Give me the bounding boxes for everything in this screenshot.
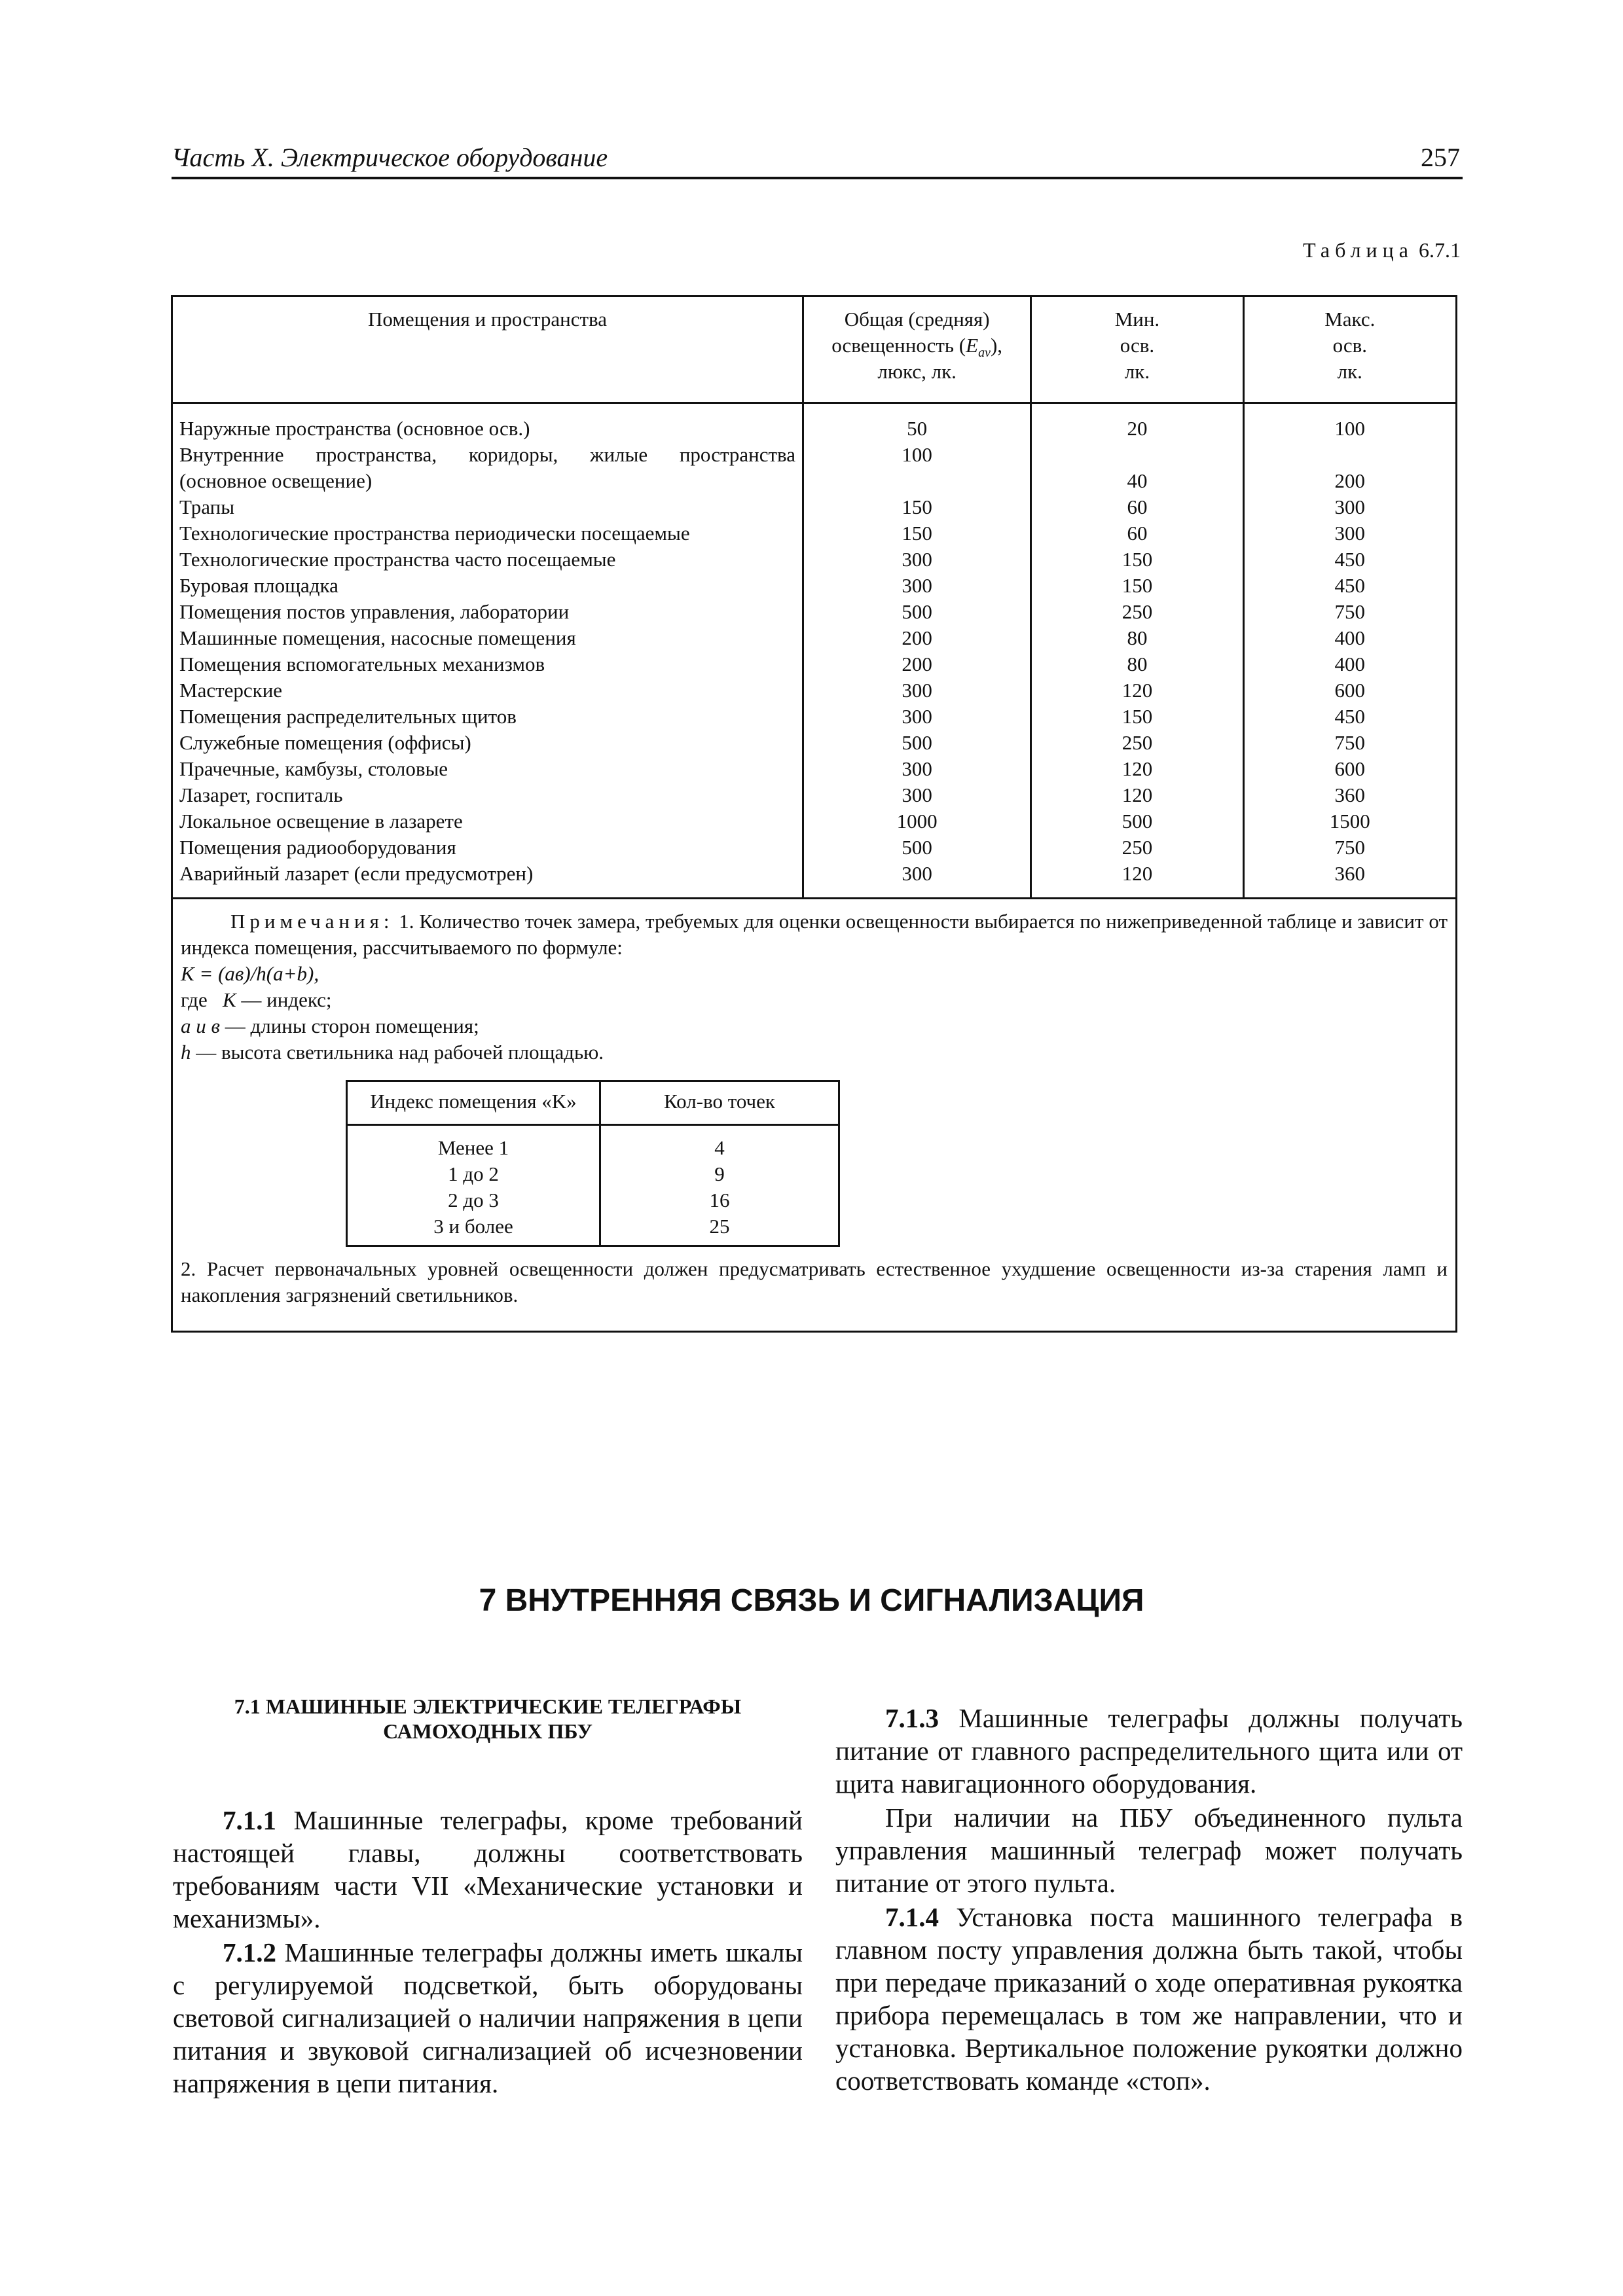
space-name: Мастерские [179, 679, 283, 702]
paragraph-7-1-3-continued: При наличии на ПБУ объединенного пульта управления машинный телеграф может получать питание от этого пульта. [835, 1803, 1463, 1898]
space-name: Локальное освещение в лазарете [179, 810, 463, 833]
min-column: 20 40 60 60 150 150 250 80 80 120 150 250 120 120 500 250 120 [1031, 403, 1243, 899]
max-column: 100 200 300 300 450 450 750 400 400 600 450 750 600 360 1500 750 360 [1243, 403, 1456, 899]
space-name: Наружные пространства (основное осв.) [179, 417, 530, 440]
section-heading: 7.1 МАШИННЫЕ ЭЛЕКТРИЧЕСКИЕ ТЕЛЕГРАФЫ САМОХОДНЫХ ПБУ [234, 1695, 742, 1743]
average-column: 50 100 150 150 300 300 500 200 200 300 300 500 300 300 1000 500 300 [803, 403, 1031, 899]
paragraph-7-1-2: 7.1.2 Машинные телеграфы должны иметь шкалы с регулируемой подсветкой, быть оборудованы световой сигнализацией о наличии напряжения в цепи питания и звуковой сигнализацией об исчезновении напряжения в цепи питания. [173, 1937, 803, 2098]
header-spaces: Помещения и пространства [172, 296, 803, 403]
space-name: Служебные помещения (оффисы) [179, 731, 471, 754]
table-caption-number: 6.7.1 [1419, 238, 1461, 262]
header-min: Мин. осв. лк. [1031, 296, 1243, 403]
page-number: 257 [1421, 143, 1460, 172]
left-column [173, 1694, 803, 2100]
space-name: Помещения вспомогательных механизмов [179, 653, 545, 675]
space-name: (основное освещение) [179, 469, 373, 492]
formula: K = (ав)/h(a+b), [181, 962, 319, 985]
index-header: Индекс помещения «K» [347, 1081, 600, 1125]
page-header [172, 143, 1463, 179]
running-title: Часть X. Электрическое оборудование [172, 143, 608, 172]
index-values: Менее 1 1 до 2 2 до 3 3 и более [347, 1125, 600, 1246]
table-caption [1303, 238, 1461, 262]
table-body-row [172, 403, 1457, 899]
table-notes [172, 899, 1457, 1332]
paragraph-7-1-3: 7.1.3 Машинные телеграфы должны получать питание от главного распределительного щита или от щита навигационного оборудования. [835, 1703, 1463, 1799]
space-name: Трапы [179, 495, 235, 518]
index-table-body [347, 1125, 839, 1246]
table-caption-label: Таблица [1303, 238, 1413, 262]
space-name: Машинные помещения, насосные помещения [179, 626, 576, 649]
space-name: Прачечные, камбузы, столовые [179, 757, 448, 780]
paragraph-7-1-4: 7.1.4 Установка поста машинного телеграфа в главном посту управления должна быть такой, чтобы при передаче приказаний о ходе оперативная рукоятка прибора перемещалась в том же направлении, что и установка. Вертикальное положение рукоятки должно соответствовать команде «стоп». [835, 1902, 1463, 2096]
space-name: Внутренние пространства, коридоры, жилые пространства [179, 443, 796, 466]
notes-block [181, 908, 1448, 1308]
paragraph-7-1-1: 7.1.1 Машинные телеграфы, кроме требований настоящей главы, должны соответствовать требованиям части VII «Механические установки и механизмы». [173, 1805, 803, 1933]
space-name: Помещения радиооборудования [179, 836, 456, 859]
header-average: Общая (средняя) освещенность $(E_{av})$, люкс, лк. [803, 296, 1031, 403]
space-name: Технологические пространства часто посещаемые [179, 548, 616, 571]
where-ab: а и в — длины сторон помещения; [181, 1014, 479, 1037]
note-2: 2. Расчет первоначальных уровней освещенности должен предусматривать естественное ухудшение освещенности из-за старения ламп и накопления загрязнений светильников. [181, 1257, 1448, 1306]
header-average-line2: освещенность $(E_{av})$, [831, 334, 1003, 361]
table-header-row [172, 296, 1457, 403]
space-name: Аварийный лазарет (если предусмотрен) [179, 862, 534, 885]
space-name: Помещения распределительных щитов [179, 705, 517, 728]
where-k: где K — индекс; [181, 988, 332, 1011]
space-name: Лазарет, госпиталь [179, 783, 343, 806]
chapter-title: 7 ВНУТРЕННЯЯ СВЯЗЬ И СИГНАЛИЗАЦИЯ [479, 1583, 1144, 1618]
points-values: 4 9 16 25 [600, 1125, 839, 1246]
note-1 [181, 908, 1448, 961]
where-h: h — высота светильника над рабочей площадью. [181, 1041, 604, 1064]
notes-label: Примечания: [230, 910, 394, 933]
illumination-table [171, 295, 1457, 1333]
spaces-column [172, 403, 803, 899]
space-name: Технологические пространства периодически посещаемые [179, 522, 690, 545]
table-notes-row [172, 899, 1457, 1332]
right-column [835, 1702, 1463, 2097]
header-max: Макс. осв. лк. [1243, 296, 1456, 403]
space-name: Буровая площадка [179, 574, 338, 597]
index-table [346, 1080, 840, 1247]
note-1-text: 1. Количество точек замера, требуемых для оценки освещенности выбирается по нижеприведенной таблице и зависит от индекса помещения, рассчитываемого по формуле: [181, 910, 1448, 959]
space-name: Помещения постов управления, лаборатории [179, 600, 570, 623]
index-table-header [347, 1081, 839, 1125]
points-header: Кол-во точек [600, 1081, 839, 1125]
